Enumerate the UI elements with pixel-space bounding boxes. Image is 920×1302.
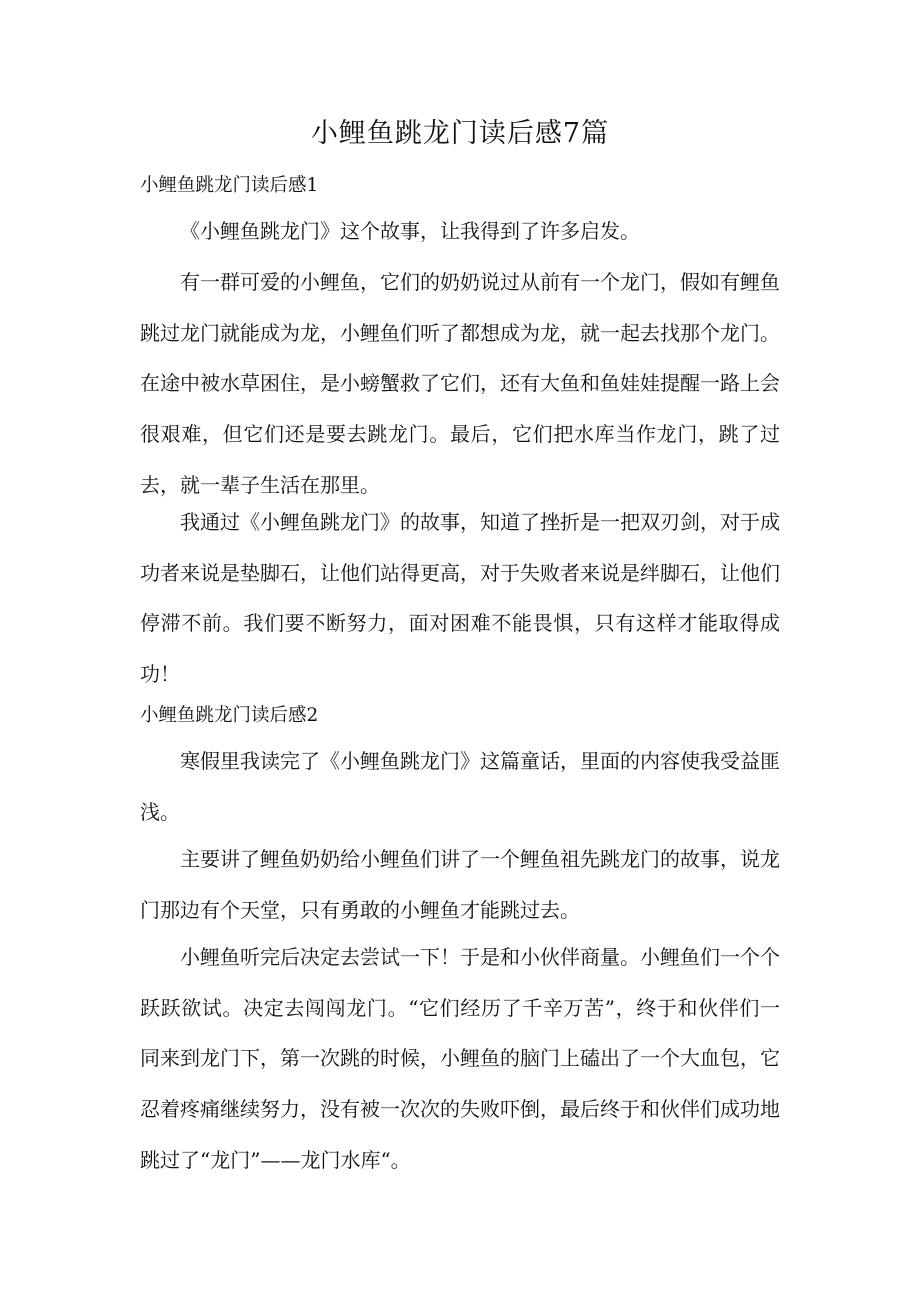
section-1-paragraph-3: 我通过《小鲤鱼跳龙门》的故事，知道了挫折是一把双刃剑，对于成功者来说是垫脚石，让他们站得更高，对于失败者来说是绊脚石，让他们停滞不前。我们要不断努力，面对困难不能畏惧，只有这样才能取得成功！: [140, 510, 780, 687]
section-heading-2: 小鲤鱼跳龙门读后感2: [140, 705, 319, 726]
section-2-paragraph-1: 寒假里我读完了《小鲤鱼跳龙门》这篇童话，里面的内容使我受益匪浅。: [140, 749, 780, 824]
section-2-paragraph-3: 小鲤鱼听完后决定去尝试一下！于是和小伙伴商量。小鲤鱼们一个个跃跃欲试。决定去闯闯龙门。“它们经历了千辛万苦”，终于和伙伴们一同来到龙门下，第一次跳的时候，小鲤鱼的脑门上磕出了一个大血包，它忍着疼痛继续努力，没有被一次次的失败吓倒，最后终于和伙伴们成功地跳过了“龙门”——龙门水库“。: [140, 945, 780, 1172]
section-2-paragraph-2: 主要讲了鲤鱼奶奶给小鲤鱼们讲了一个鲤鱼祖先跳龙门的故事，说龙门那边有个天堂，只有勇敢的小鲤鱼才能跳过去。: [140, 847, 780, 922]
section-heading-1: 小鲤鱼跳龙门读后感1: [140, 175, 319, 196]
document-title: 小鲤鱼跳龙门读后感7篇: [310, 118, 610, 149]
section-1-paragraph-2: 有一群可爱的小鲤鱼，它们的奶奶说过从前有一个龙门，假如有鲤鱼跳过龙门就能成为龙，小鲤鱼们听了都想成为龙，就一起去找那个龙门。在途中被水草困住，是小螃蟹救了它们，还有大鱼和鱼娃娃提醒一路上会很艰难，但它们还是要去跳龙门。最后，它们把水库当作龙门，跳了过去，就一辈子生活在那里。: [140, 270, 780, 497]
section-1-paragraph-1: 《小鲤鱼跳龙门》这个故事，让我得到了许多启发。: [180, 219, 640, 243]
